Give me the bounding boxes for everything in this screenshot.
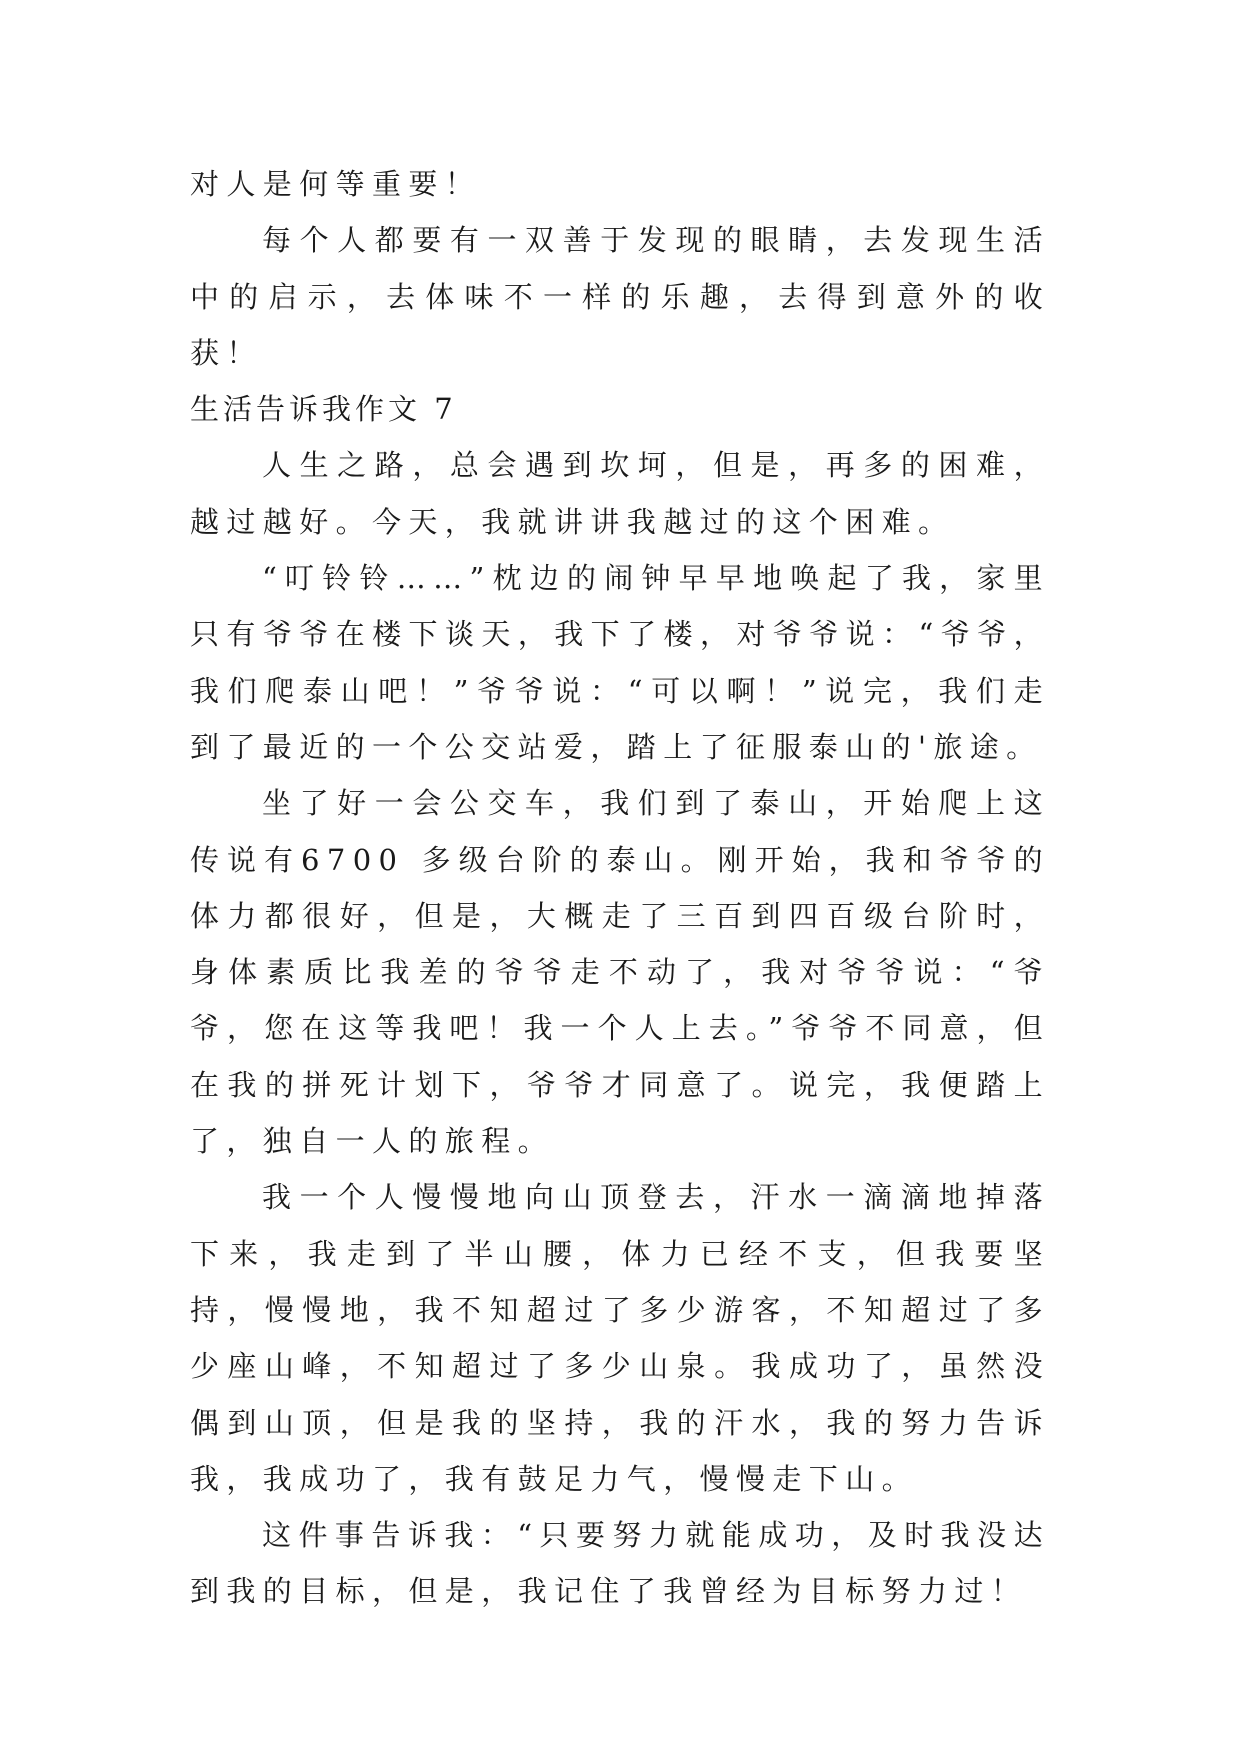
article-text-column: [190, 156, 1050, 1620]
paragraph-conclusion: 每个人都要有一双善于发现的眼睛，去发现生活中的启示，去体味不一样的乐趣，去得到意外的收获！: [190, 223, 1050, 370]
paragraph-intro: 人生之路，总会遇到坎坷，但是，再多的困难，越过越好。今天，我就讲讲我越过的这个困难。: [190, 448, 1050, 539]
section-title: 生活告诉我作文 7: [190, 392, 457, 427]
paragraph-climb: 我一个人慢慢地向山顶登去，汗水一滴滴地掉落下来，我走到了半山腰，体力已经不支，但我要坚持，慢慢地，我不知超过了多少游客，不知超过了多少座山峰，不知超过了多少山泉。我成功了，虽然没偶到山顶，但是我的坚持，我的汗水，我的努力告诉我，我成功了，我有鼓足力气，慢慢走下山。: [190, 1180, 1050, 1496]
paragraph-bus: 坐了好一会公交车，我们到了泰山，开始爬上这传说有6700 多级台阶的泰山。刚开始，我和爷爷的体力都很好，但是，大概走了三百到四百级台阶时，身体素质比我差的爷爷走不动了，我对爷爷说：“爷爷，您在这等我吧！我一个人上去。”爷爷不同意，但在我的拼死计划下，爷爷才同意了。说完，我便踏上了，独自一人的旅程。: [190, 786, 1050, 1159]
paragraph-alarm: “叮铃铃……”枕边的闹钟早早地唤起了我，家里只有爷爷在楼下谈天，我下了楼，对爷爷说：“爷爷，我们爬泰山吧！”爷爷说：“可以啊！”说完，我们走到了最近的一个公交站爱，踏上了征服泰山的'旅途。: [190, 561, 1050, 764]
paragraph-lesson: 这件事告诉我：“只要努力就能成功，及时我没达到我的目标，但是，我记住了我曾经为目标努力过！: [190, 1518, 1050, 1609]
paragraph-continuation: 对人是何等重要！: [190, 167, 482, 201]
